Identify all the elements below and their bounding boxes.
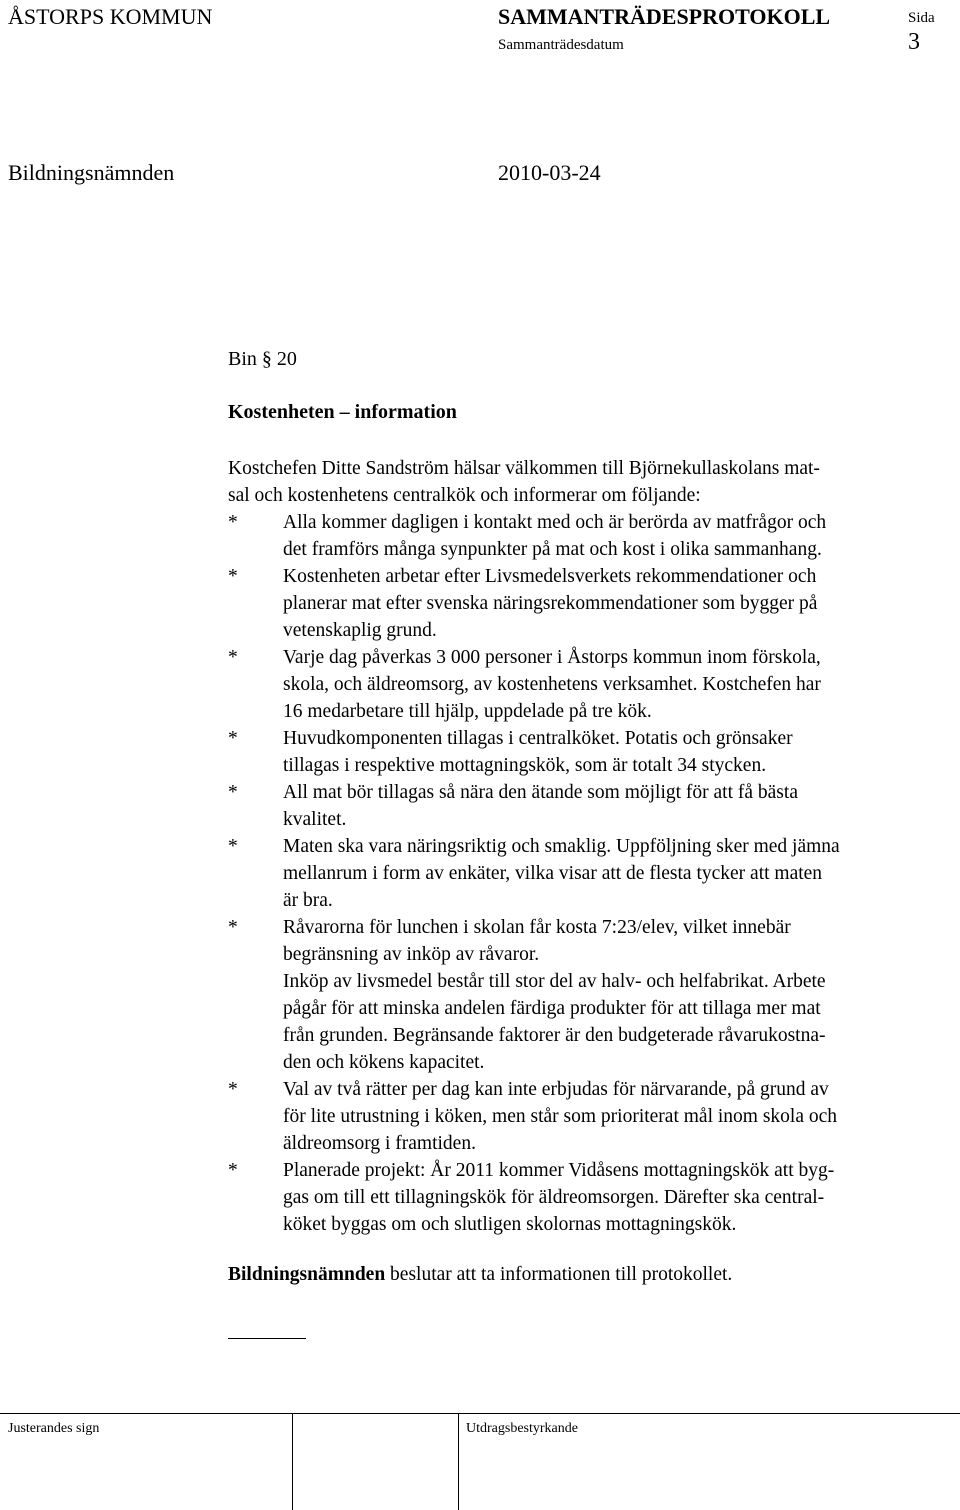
bullet-line: Huvudkomponenten tillagas i centralköket. Potatis och grönsaker	[283, 728, 793, 749]
bullet-line: mellanrum i form av enkäter, vilka visar att de flesta tycker att maten	[283, 863, 823, 884]
bullet-line: Kostenheten arbetar efter Livsmedelsverkets rekommendationer och	[283, 566, 817, 587]
municipality-name: ÅSTORPS KOMMUN	[8, 4, 213, 29]
bullet-line: planerar mat efter svenska näringsrekommendationer som bygger på	[283, 593, 818, 614]
bullet-line: Alla kommer dagligen i kontakt med och är berörda av matfrågor och	[283, 512, 827, 533]
bullet-item	[228, 563, 956, 644]
board-name: Bildningsnämnden	[8, 160, 175, 185]
paragraph-id: Bin § 20	[228, 348, 297, 370]
bullet-item	[228, 914, 956, 1076]
bullet-line: från grunden. Begränsande faktorer är den budgeterade råvarukostna-	[283, 1025, 826, 1046]
bullet-line: för lite utrustning i köken, men står som prioriterat mål inom skola och	[283, 1106, 838, 1127]
bullet-line: All mat bör tillagas så nära den ätande som möjligt för att få bästa	[283, 782, 798, 803]
bullet-line: det framförs många synpunkter på mat och kost i olika sammanhang.	[283, 539, 822, 560]
bullet-item	[228, 644, 956, 725]
bullet-line: skola, och äldreomsorg, av kostenhetens verksamhet. Kostchefen har	[283, 674, 821, 695]
bullet-marker: *	[228, 566, 238, 587]
document-type: SAMMANTRÄDESPROTOKOLL	[498, 4, 831, 29]
bullet-line: kvalitet.	[283, 809, 347, 830]
bullet-item	[228, 509, 956, 563]
decision-text	[228, 1264, 732, 1286]
bullet-line: Planerade projekt: År 2011 kommer Vidåsens mottagningskök att byg-	[283, 1160, 835, 1181]
bullet-marker: *	[228, 836, 238, 857]
bullet-item	[228, 725, 956, 779]
intro-paragraph	[228, 455, 948, 509]
decision-body: beslutar att ta informationen till protokollet.	[385, 1264, 733, 1285]
intro-line: Kostchefen Ditte Sandström hälsar välkommen till Björnekullaskolans mat-	[228, 458, 820, 479]
intro-line: sal och kostenhetens centralkök och informerar om följande:	[228, 485, 701, 506]
bullet-line: pågår för att minska andelen färdiga produkter för att tillaga mer mat	[283, 998, 821, 1019]
bullet-item	[228, 833, 956, 914]
footer-divider	[458, 1413, 459, 1510]
bullet-line: vetenskaplig grund.	[283, 620, 437, 641]
bullet-item	[228, 1076, 956, 1157]
bullet-line: gas om till ett tillagningskök för äldreomsorgen. Därefter ska central-	[283, 1187, 825, 1208]
meeting-date: 2010-03-24	[498, 160, 601, 185]
bullet-list	[228, 509, 956, 1238]
bullet-marker: *	[228, 1160, 238, 1181]
bullet-marker: *	[228, 647, 238, 668]
paragraph-title: Kostenheten – information	[228, 401, 457, 423]
bullet-marker: *	[228, 1079, 238, 1100]
end-rule	[228, 1338, 306, 1339]
excerpt-verification-label: Utdragsbestyrkande	[466, 1421, 578, 1436]
bullet-line: äldreomsorg i framtiden.	[283, 1133, 476, 1154]
signature-label: Justerandes sign	[8, 1421, 100, 1436]
footer-rule	[0, 1413, 960, 1414]
bullet-marker: *	[228, 782, 238, 803]
bullet-item	[228, 1157, 956, 1238]
bullet-line: Maten ska vara näringsriktig och smaklig. Uppföljning sker med jämna	[283, 836, 840, 857]
footer-divider	[292, 1413, 293, 1510]
page-label: Sida	[908, 10, 935, 26]
meeting-date-label: Sammanträdesdatum	[498, 37, 624, 53]
bullet-line: den och kökens kapacitet.	[283, 1052, 485, 1073]
bullet-item	[228, 779, 956, 833]
bullet-line: Råvarorna för lunchen i skolan får kosta 7:23/elev, vilket innebär	[283, 917, 791, 938]
bullet-line: köket byggas om och slutligen skolornas mottagningskök.	[283, 1214, 737, 1235]
bullet-marker: *	[228, 917, 238, 938]
page-number: 3	[908, 29, 920, 55]
bullet-line: är bra.	[283, 890, 333, 911]
bullet-line: Val av två rätter per dag kan inte erbjudas för närvarande, på grund av	[283, 1079, 829, 1100]
bullet-line: Varje dag påverkas 3 000 personer i Åstorps kommun inom förskola,	[283, 647, 821, 668]
bullet-marker: *	[228, 512, 238, 533]
decision-subject: Bildningsnämnden	[228, 1264, 386, 1285]
bullet-line: 16 medarbetare till hjälp, uppdelade på tre kök.	[283, 701, 652, 722]
bullet-line: tillagas i respektive mottagningskök, som är totalt 34 stycken.	[283, 755, 767, 776]
bullet-line: begränsning av inköp av råvaror.	[283, 944, 540, 965]
bullet-line: Inköp av livsmedel består till stor del av halv- och helfabrikat. Arbete	[283, 971, 826, 992]
bullet-marker: *	[228, 728, 238, 749]
